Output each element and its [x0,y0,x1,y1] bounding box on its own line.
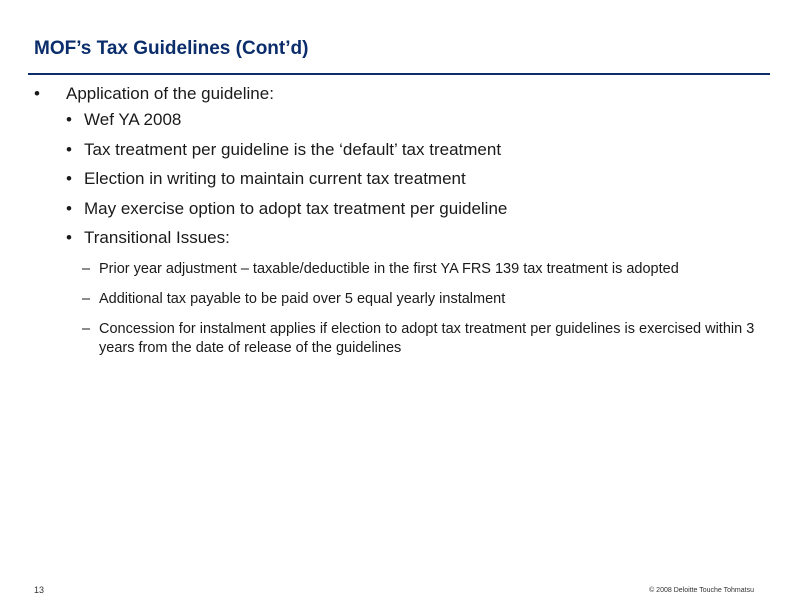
page-number: 13 [34,585,45,595]
sub-point-text: Transitional Issues: [84,228,230,247]
main-point-text: Application of the guideline: [66,84,274,103]
sub-point-text: Tax treatment per guideline is the ‘default’ tax treatment [84,139,502,159]
list-item [82,320,772,358]
bullet-icon: • [66,228,72,247]
dash-icon: – [82,261,91,277]
issue-text: Concession for instalment applies if election to adopt tax treatment per guidelines is exercised within 3 years from the date of release of the guidelines [99,321,755,356]
issue-text: Additional tax payable to be paid over 5 equal yearly instalment [99,291,506,307]
bullet-icon: • [34,84,40,103]
bullet-icon: • [66,139,72,159]
dash-icon: – [82,321,91,337]
list-item [82,290,772,309]
bullet-icon: • [66,169,72,188]
sub-point-text: Wef YA 2008 [84,110,182,129]
list-item [82,260,772,279]
bullet-icon: • [66,198,72,218]
sub-point-text: May exercise option to adopt tax treatment per guideline [84,198,508,218]
dash-icon: – [82,291,91,307]
issue-text: Prior year adjustment – taxable/deductible in the first YA FRS 139 tax treatment is adopted [99,261,679,277]
title-divider [28,73,770,75]
transitional-issues-list [82,260,772,369]
sub-point-text: Election in writing to maintain current tax treatment [84,169,466,188]
bullet-icon: • [66,110,72,129]
copyright-notice: © 2008 Deloitte Touche Tohmatsu [649,587,754,594]
slide-title: MOF’s Tax Guidelines (Cont’d) [34,38,309,59]
